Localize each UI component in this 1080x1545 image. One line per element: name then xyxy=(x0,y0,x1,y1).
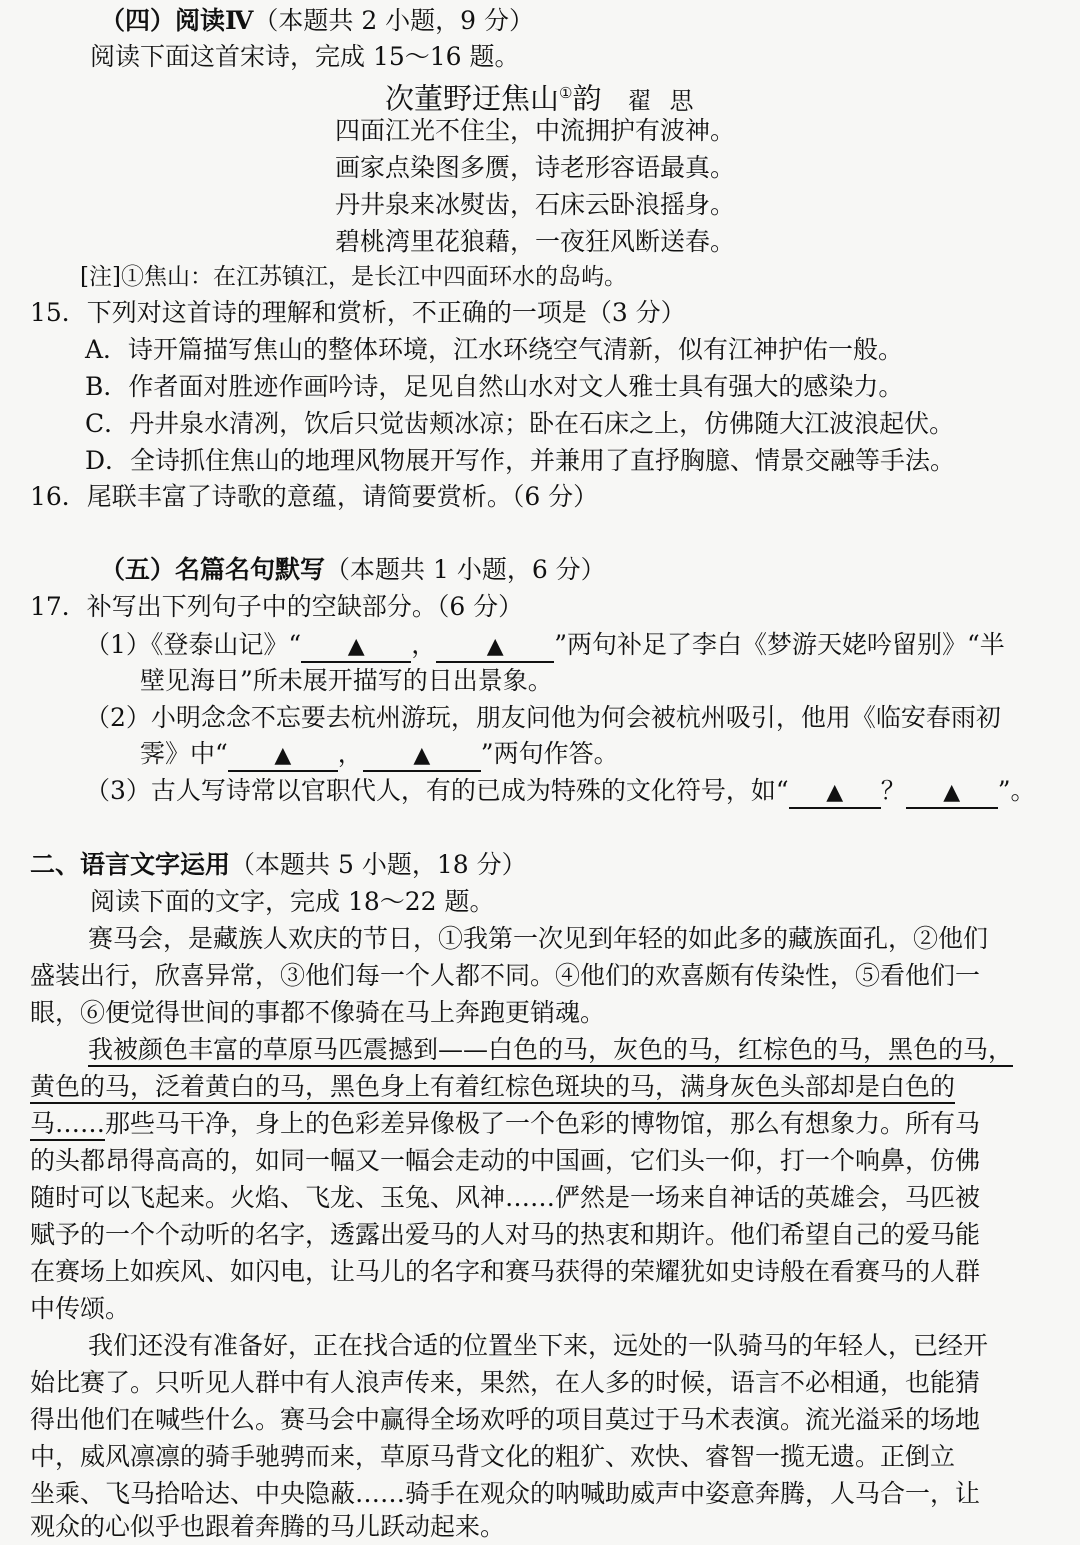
part-2-heading xyxy=(30,848,527,882)
blank-triangle-icon: ▲ xyxy=(413,743,431,768)
passage-line: 我们还没有准备好，正在找合适的位置坐下来，远处的一队骑马的年轻人，已经开 xyxy=(88,1331,989,1360)
poem-title: 次董野迂焦山 xyxy=(385,81,560,116)
underlined-sentence: 我被颜色丰富的草原马匹震撼到——白色的马，灰色的马，红棕色的马，黑色的马， xyxy=(88,1035,1013,1067)
blank-triangle-icon: ▲ xyxy=(486,634,504,659)
section-5-score-note: （本题共 1 小题，6 分） xyxy=(325,555,606,584)
answer-blank[interactable] xyxy=(789,777,881,809)
passage-line: 眼，⑥便觉得世间的事都不像骑在马上奔跑更销魂。 xyxy=(30,998,606,1027)
passage-line: 观众的心似乎也跟着奔腾的马儿跃动起来。 xyxy=(30,1512,506,1541)
section-5-heading xyxy=(100,553,606,587)
item-3-separator: ？ xyxy=(880,776,906,805)
answer-blank[interactable] xyxy=(228,740,338,772)
part-2-title: 二、语言文字运用 xyxy=(30,850,231,879)
passage-line: 随时可以飞起来。火焰、飞龙、玉兔、风神……俨然是一场来自神话的英雄会，马匹被 xyxy=(30,1183,981,1212)
poem-line: 画家点染图多赝，诗老形容语最真。 xyxy=(335,153,736,182)
question-15-option-b: B．作者面对胜迹作画吟诗，足见自然山水对文人雅士具有强大的感染力。 xyxy=(85,372,904,401)
blank-triangle-icon: ▲ xyxy=(943,780,961,805)
passage-line xyxy=(30,1107,980,1141)
question-17-stem: 17．补写出下列句子中的空缺部分。（6 分） xyxy=(30,592,524,621)
passage-text: 那些马干净，身上的色彩差异像极了一个色彩的博物馆，那么有想象力。所有马 xyxy=(105,1109,981,1138)
passage-line: 盛装出行，欣喜异常，③他们每一个人都不同。④他们的欢喜颇有传染性，⑤看他们一 xyxy=(30,961,981,990)
passage-line: 中，威风凛凛的骑手驰骋而来，草原马背文化的粗犷、欢快、睿智一揽无遗。正倒立 xyxy=(30,1442,956,1471)
part-2-intro: 阅读下面的文字，完成 18～22 题。 xyxy=(90,887,495,916)
poem-line: 丹井泉来冰熨齿，石床云卧浪摇身。 xyxy=(335,190,736,219)
passage-line: 中传颂。 xyxy=(30,1294,131,1323)
underlined-sentence: 马…… xyxy=(30,1109,105,1141)
question-17-item-2-cont xyxy=(140,737,619,772)
section-4-title: （四）阅读Ⅳ xyxy=(100,6,254,35)
question-17-item-1 xyxy=(85,628,1005,663)
passage-line: 赛马会，是藏族人欢庆的节日，①我第一次见到年轻的如此多的藏族面孔，②他们 xyxy=(88,924,989,953)
answer-blank[interactable] xyxy=(906,777,998,809)
part-2-score-note: （本题共 5 小题，18 分） xyxy=(230,850,527,879)
answer-blank[interactable] xyxy=(436,631,554,663)
poem-title-line xyxy=(385,76,711,118)
item-3-text-end: ”。 xyxy=(997,776,1036,805)
item-1-separator: ， xyxy=(411,630,437,659)
question-17-item-2: （2）小明念念不忘要去杭州游玩，朋友问他为何会被杭州吸引，他用《临安春雨初 xyxy=(85,703,1001,732)
passage-line: 的头都昂得高高的，如同一幅又一幅会走动的中国画，它们头一仰，打一个响鼻，仿佛 xyxy=(30,1146,981,1175)
poem-line: 碧桃湾里花狼藉，一夜狂风断送春。 xyxy=(335,227,736,256)
question-15-option-c: C．丹井泉水清冽，饮后只觉齿颊冰凉；卧在石床之上，仿佛随大江波浪起伏。 xyxy=(85,409,955,438)
passage-line: 坐乘、飞马拾哈达、中央隐蔽……骑手在观众的呐喊助威声中姿意奔腾，人马合一，让 xyxy=(30,1479,981,1508)
section-5-title: （五）名篇名句默写 xyxy=(100,555,326,584)
blank-triangle-icon: ▲ xyxy=(274,743,292,768)
question-15-option-a: A．诗开篇描写焦山的整体环境，江水环绕空气清新，似有江神护佑一般。 xyxy=(85,335,904,364)
item-3-text: （3）古人写诗常以官职代人，有的已成为特殊的文化符号，如“ xyxy=(85,776,789,805)
passage-line: 始比赛了。只听见人群中有人浪声传来，果然，在人多的时候，语言不必相通，也能猜 xyxy=(30,1368,981,1397)
section-4-intro: 阅读下面这首宋诗，完成 15～16 题。 xyxy=(90,42,520,71)
question-15-option-d: D．全诗抓住焦山的地理风物展开写作，并兼用了直抒胸臆、情景交融等手法。 xyxy=(85,446,956,475)
item-2-separator: ， xyxy=(337,739,363,768)
underlined-sentence: 黄色的马，泛着黄白的马，黑色身上有着红棕色斑块的马，满身灰色头部却是白色的 xyxy=(30,1072,955,1104)
poem-author: 翟思 xyxy=(627,86,712,115)
poem-title-end: 韵 xyxy=(572,81,602,116)
answer-blank[interactable] xyxy=(301,631,411,663)
blank-triangle-icon: ▲ xyxy=(826,780,844,805)
passage-underlined-line xyxy=(88,1033,1013,1067)
item-2-text: 霁》中“ xyxy=(140,739,228,768)
question-15-stem: 15．下列对这首诗的理解和赏析，不正确的一项是（3 分） xyxy=(30,298,686,327)
question-17-item-3 xyxy=(85,774,1036,809)
item-1-text: （1）《登泰山记》“ xyxy=(85,630,302,659)
passage-underlined-line xyxy=(30,1070,955,1104)
answer-blank[interactable] xyxy=(363,740,481,772)
question-17-item-1-cont: 壁见海日”所未展开描写的日出景象。 xyxy=(140,666,553,695)
poem-footnote-mark: ① xyxy=(559,84,573,102)
item-2-text-end: ”两句作答。 xyxy=(480,739,619,768)
section-4-heading xyxy=(100,4,534,38)
item-1-text-cont: ”两句补足了李白《梦游天姥吟留别》“半 xyxy=(554,630,1005,659)
passage-line: 赋予的一个个动听的名字，透露出爱马的人对马的热衷和期许。他们希望自己的爱马能 xyxy=(30,1220,981,1249)
poem-line: 四面江光不住尘，中流拥护有波神。 xyxy=(335,116,736,145)
section-4-score-note: （本题共 2 小题，9 分） xyxy=(253,6,535,35)
passage-line: 在赛场上如疾风、如闪电，让马儿的名字和赛马获得的荣耀犹如史诗般在看赛马的人群 xyxy=(30,1257,981,1286)
poem-annotation: [注]①焦山：在江苏镇江，是长江中四面环水的岛屿。 xyxy=(80,264,627,290)
question-16-stem: 16．尾联丰富了诗歌的意蕴，请简要赏析。（6 分） xyxy=(30,482,599,511)
passage-line: 得出他们在喊些什么。赛马会中赢得全场欢呼的项目莫过于马术表演。流光溢采的场地 xyxy=(30,1405,981,1434)
blank-triangle-icon: ▲ xyxy=(347,634,365,659)
